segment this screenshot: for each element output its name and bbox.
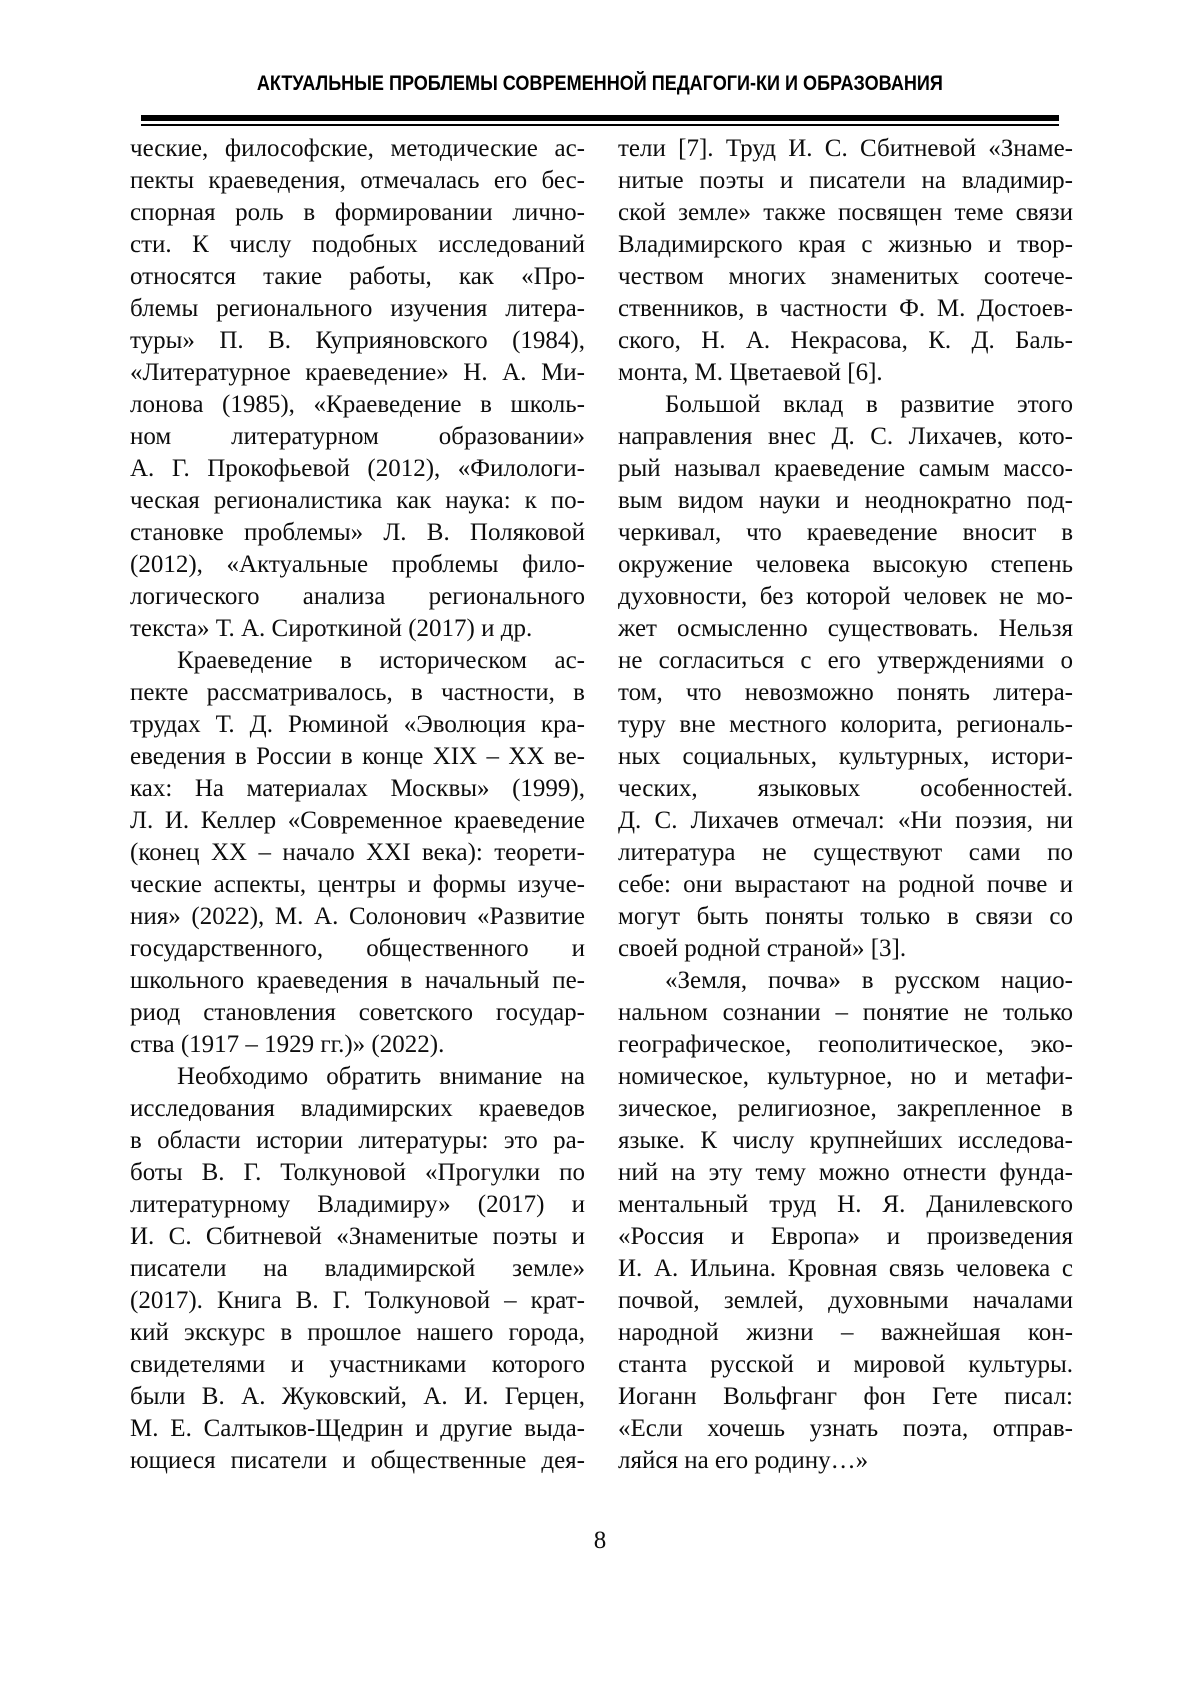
text-line: географическое, геополитическое, эко- bbox=[618, 1031, 1073, 1058]
text-line: ментальный труд Н. Я. Данилевского bbox=[618, 1191, 1073, 1218]
text-line: Л. И. Келлер «Современное краеведение bbox=[130, 807, 585, 834]
text-line: себе: они вырастают на родной почве и bbox=[618, 871, 1073, 898]
text-line: ского, Н. А. Некрасова, К. Д. Баль- bbox=[618, 327, 1073, 354]
text-line: литературному Владимиру» (2017) и bbox=[130, 1191, 585, 1218]
text-line: нитые поэты и писатели на владимир- bbox=[618, 167, 1073, 194]
right-column bbox=[618, 133, 1073, 1477]
text-line: зическое, религиозное, закрепленное в bbox=[618, 1095, 1073, 1122]
text-line: номическое, культурное, но и метафи- bbox=[618, 1063, 1073, 1090]
text-line: черкивал, что краеведение вносит в bbox=[618, 519, 1073, 546]
page-number: 8 bbox=[593, 1527, 607, 1554]
text-line: сти. К числу подобных исследований bbox=[130, 231, 585, 258]
text-line: своей родной страной» [3]. bbox=[618, 935, 907, 962]
text-line: писатели на владимирской земле» bbox=[130, 1255, 585, 1282]
text-line: монта, М. Цветаевой [6]. bbox=[618, 359, 883, 386]
text-line: блемы регионального изучения литера- bbox=[130, 295, 585, 322]
text-line: станта русской и мировой культуры. bbox=[618, 1351, 1073, 1378]
header-rule-divider bbox=[141, 115, 1059, 126]
text-line: еведения в России в конце XIX – XX ве- bbox=[130, 743, 585, 770]
text-line: туры» П. В. Куприяновского (1984), bbox=[130, 327, 585, 354]
text-line: трудах Т. Д. Рюминой «Эволюция кра- bbox=[130, 711, 585, 738]
running-head bbox=[0, 72, 1200, 96]
left-column bbox=[130, 133, 585, 1477]
text-line: тели [7]. Труд И. С. Сбитневой «Знаме- bbox=[618, 135, 1073, 162]
text-line: в области истории литературы: это ра- bbox=[130, 1127, 585, 1154]
text-line: нальном сознании – понятие не только bbox=[618, 999, 1073, 1026]
text-line: исследования владимирских краеведов bbox=[130, 1095, 585, 1122]
text-line: становке проблемы» Л. В. Поляковой bbox=[130, 519, 585, 546]
text-line: ческие, философские, методические ас- bbox=[130, 135, 585, 162]
text-line: ческая регионалистика как наука: к по- bbox=[130, 487, 585, 514]
body-columns bbox=[130, 133, 1073, 1477]
text-line: лонова (1985), «Краеведение в школь- bbox=[130, 391, 585, 418]
text-line: кий экскурс в прошлое нашего города, bbox=[130, 1319, 585, 1346]
text-line: ской земле» также посвящен теме связи bbox=[618, 199, 1073, 226]
text-line: литература не существуют сами по bbox=[618, 839, 1073, 866]
text-line: относятся такие работы, как «Про- bbox=[130, 263, 585, 290]
text-line: «Если хочешь узнать поэта, отправ- bbox=[618, 1415, 1073, 1442]
text-line: были В. А. Жуковский, А. И. Герцен, bbox=[130, 1383, 585, 1410]
running-head-title: АКТУАЛЬНЫЕ ПРОБЛЕМЫ СОВРЕМЕННОЙ ПЕДАГОГИ-КИ И ОБРАЗОВАНИЯ bbox=[256, 72, 944, 95]
text-line: (2012), «Актуальные проблемы фило- bbox=[130, 551, 585, 578]
text-line: Необходимо обратить внимание на bbox=[177, 1063, 585, 1090]
text-line: ственников, в частности Ф. М. Достоев- bbox=[618, 295, 1073, 322]
text-line: Большой вклад в развитие этого bbox=[665, 391, 1073, 418]
text-line: свидетелями и участниками которого bbox=[130, 1351, 585, 1378]
text-line: школьного краеведения в начальный пе- bbox=[130, 967, 585, 994]
text-line: И. С. Сбитневой «Знаменитые поэты и bbox=[130, 1223, 585, 1250]
text-line: пекты краеведения, отмечалась его бес- bbox=[130, 167, 585, 194]
text-line: (конец XX – начало XXI века): теорети- bbox=[130, 839, 585, 866]
text-line: А. Г. Прокофьевой (2012), «Филологи- bbox=[130, 455, 585, 482]
text-line: рый называл краеведение самым массо- bbox=[618, 455, 1073, 482]
text-line: И. А. Ильина. Кровная связь человека с bbox=[618, 1255, 1073, 1282]
text-line: Краеведение в историческом ас- bbox=[177, 647, 585, 674]
text-line: ния» (2022), М. А. Солонович «Развитие bbox=[130, 903, 585, 930]
text-line: текста» Т. А. Сироткиной (2017) и др. bbox=[130, 615, 533, 642]
text-line: направления внес Д. С. Лихачев, кото- bbox=[618, 423, 1073, 450]
text-line: М. Е. Салтыков-Щедрин и другие выда- bbox=[130, 1415, 585, 1442]
text-line: государственного, общественного и bbox=[130, 935, 585, 962]
text-line: духовности, без которой человек не мо- bbox=[618, 583, 1073, 610]
text-line: том, что невозможно понять литера- bbox=[618, 679, 1073, 706]
text-line: ний на эту тему можно отнести фунда- bbox=[618, 1159, 1073, 1186]
text-line: ляйся на его родину…» bbox=[618, 1447, 869, 1474]
text-line: ных социальных, культурных, истори- bbox=[618, 743, 1073, 770]
text-line: «Россия и Европа» и произведения bbox=[618, 1223, 1073, 1250]
text-line: ческих, языковых особенностей. bbox=[618, 775, 1073, 802]
text-line: чеством многих знаменитых соотече- bbox=[618, 263, 1073, 290]
text-line: спорная роль в формировании лично- bbox=[130, 199, 585, 226]
text-line: вым видом науки и неоднократно под- bbox=[618, 487, 1073, 514]
text-line: (2017). Книга В. Г. Толкуновой – крат- bbox=[130, 1287, 585, 1314]
text-line: туру вне местного колорита, региональ- bbox=[618, 711, 1073, 738]
text-line: ном литературном образовании» bbox=[130, 423, 585, 450]
text-line: Иоганн Вольфганг фон Гете писал: bbox=[618, 1383, 1073, 1410]
text-line: окружение человека высокую степень bbox=[618, 551, 1073, 578]
text-line: логического анализа регионального bbox=[130, 583, 585, 610]
text-line: «Земля, почва» в русском нацио- bbox=[665, 967, 1073, 994]
text-line: ках: На материалах Москвы» (1999), bbox=[130, 775, 585, 802]
text-line: почвой, землей, духовными началами bbox=[618, 1287, 1073, 1314]
text-line: могут быть поняты только в связи со bbox=[618, 903, 1073, 930]
text-line: «Литературное краеведение» Н. А. Ми- bbox=[130, 359, 585, 386]
text-line: пекте рассматривалось, в частности, в bbox=[130, 679, 585, 706]
text-line: риод становления советского государ- bbox=[130, 999, 585, 1026]
text-line: ческие аспекты, центры и формы изуче- bbox=[130, 871, 585, 898]
text-line: ства (1917 – 1929 гг.)» (2022). bbox=[130, 1031, 445, 1058]
text-line: Владимирского края с жизнью и твор- bbox=[618, 231, 1073, 258]
text-line: боты В. Г. Толкуновой «Прогулки по bbox=[130, 1159, 585, 1186]
text-line: языке. К числу крупнейших исследова- bbox=[618, 1127, 1073, 1154]
text-line: Д. С. Лихачев отмечал: «Ни поэзия, ни bbox=[618, 807, 1073, 834]
text-line: ющиеся писатели и общественные дея- bbox=[130, 1447, 585, 1474]
text-line: жет осмысленно существовать. Нельзя bbox=[618, 615, 1073, 642]
text-line: народной жизни – важнейшая кон- bbox=[618, 1319, 1073, 1346]
text-line: не согласиться с его утверждениями о bbox=[618, 647, 1073, 674]
